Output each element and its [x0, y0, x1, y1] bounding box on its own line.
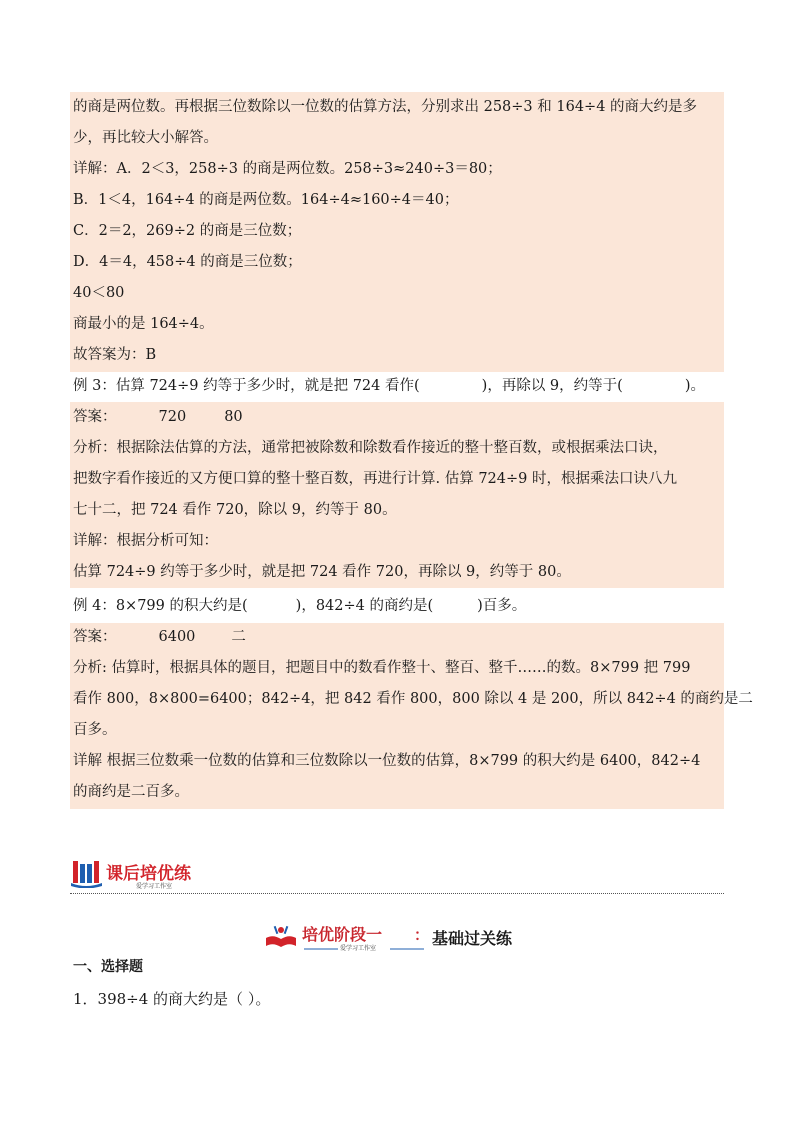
example3-detail-line-1: 详解：根据分析可知：	[73, 533, 218, 549]
solution-compare: 40＜80	[73, 285, 125, 301]
book-icon	[70, 858, 104, 888]
example3-question-c: )。	[684, 378, 705, 394]
solution-detail-c: C．2＝2，269÷2 的商是三位数；	[73, 223, 302, 239]
solution-smallest: 商最小的是 164÷4。	[73, 316, 214, 332]
example4-question-c: )百多。	[477, 598, 527, 614]
solution-detail-d: D．4＝4，458÷4 的商是三位数；	[73, 254, 302, 270]
example3-detail-line-2: 估算 724÷9 约等于多少时，就是把 724 看作 720，再除以 9，约等于 80。	[73, 564, 571, 580]
example3-analysis-line-1: 分析：根据除法估算的方法，通常把被除数和除数看作接近的整十整百数，或根据乘法口诀，	[73, 440, 668, 456]
example4-answer-label: 答案：	[73, 629, 117, 645]
example3-analysis-line-3: 七十二，把 724 看作 720，除以 9，约等于 80。	[73, 502, 397, 518]
stage-name: 基础过关练	[432, 929, 513, 948]
example3-analysis-line-2: 把数字看作接近的又方便口算的整十整百数，再进行计算. 估算 724÷9 时，根据乘法口诀八九	[73, 471, 677, 487]
example3-question-b: )，再除以 9，约等于(	[481, 378, 623, 394]
example4-question-a: 例 4：8×799 的积大约是(	[73, 598, 248, 614]
solution-intro-line-2: 少，再比较大小解答。	[73, 130, 218, 146]
solution-final-answer: 故答案为：B	[73, 347, 157, 363]
example4-analysis-line-2: 看作 800，8×800=6400；842÷4，把 842 看作 800，800 除以 4 是 200，所以 842÷4 的商约是二	[73, 691, 753, 707]
example3-answer-1: 720	[158, 409, 187, 425]
section-heading: 一、选择题	[73, 959, 143, 975]
example4-detail-line-2: 的商约是二百多。	[73, 784, 189, 800]
solution-shade-2	[70, 402, 724, 588]
example4-answer-2: 二	[231, 629, 246, 645]
brand-banner	[70, 858, 230, 890]
section-divider	[70, 893, 724, 894]
example3-question-a: 例 3：估算 724÷9 约等于多少时，就是把 724 看作(	[73, 378, 420, 394]
example3-answer-2: 80	[224, 409, 243, 425]
example4-question-b: )，842÷4 的商约是(	[295, 598, 434, 614]
example4-analysis-line-1: 分析: 估算时，根据具体的题目，把题目中的数看作整十、整百、整千……的数。8×799 把 799	[73, 660, 691, 676]
stage-heading	[264, 922, 564, 956]
example4-answer	[73, 627, 723, 647]
example4-question	[73, 596, 723, 616]
stage-colon: ：	[414, 926, 430, 944]
example4-answer-1: 6400	[158, 629, 196, 645]
stage-subtitle: 爱学习工作室	[340, 945, 377, 952]
open-book-icon	[264, 924, 298, 950]
example3-answer	[73, 407, 723, 427]
solution-intro-line-1: 的商是两位数。再根据三位数除以一位数的估算方法，分别求出 258÷3 和 164÷4 的商大约是多	[73, 99, 698, 115]
brand-subtitle: 爱学习工作室	[136, 883, 173, 890]
solution-detail-a: 详解：A．2＜3，258÷3 的商是两位数。258÷3≈240÷3＝80；	[73, 161, 502, 177]
example3-answer-label: 答案：	[73, 409, 117, 425]
question-1: 1．398÷4 的商大约是（ ）。	[73, 990, 271, 1008]
brand-title: 课后培优练	[106, 864, 191, 884]
example4-detail-line-1: 详解 根据三位数乘一位数的估算和三位数除以一位数的估算，8×799 的积大约是 6400，842÷4	[73, 753, 701, 769]
example4-analysis-line-3: 百多。	[73, 722, 117, 738]
example3-question	[73, 376, 723, 396]
solution-detail-b: B．1＜4，164÷4 的商是两位数。164÷4≈160÷4＝40；	[73, 192, 459, 208]
stage-title: 培优阶段一	[302, 925, 383, 944]
